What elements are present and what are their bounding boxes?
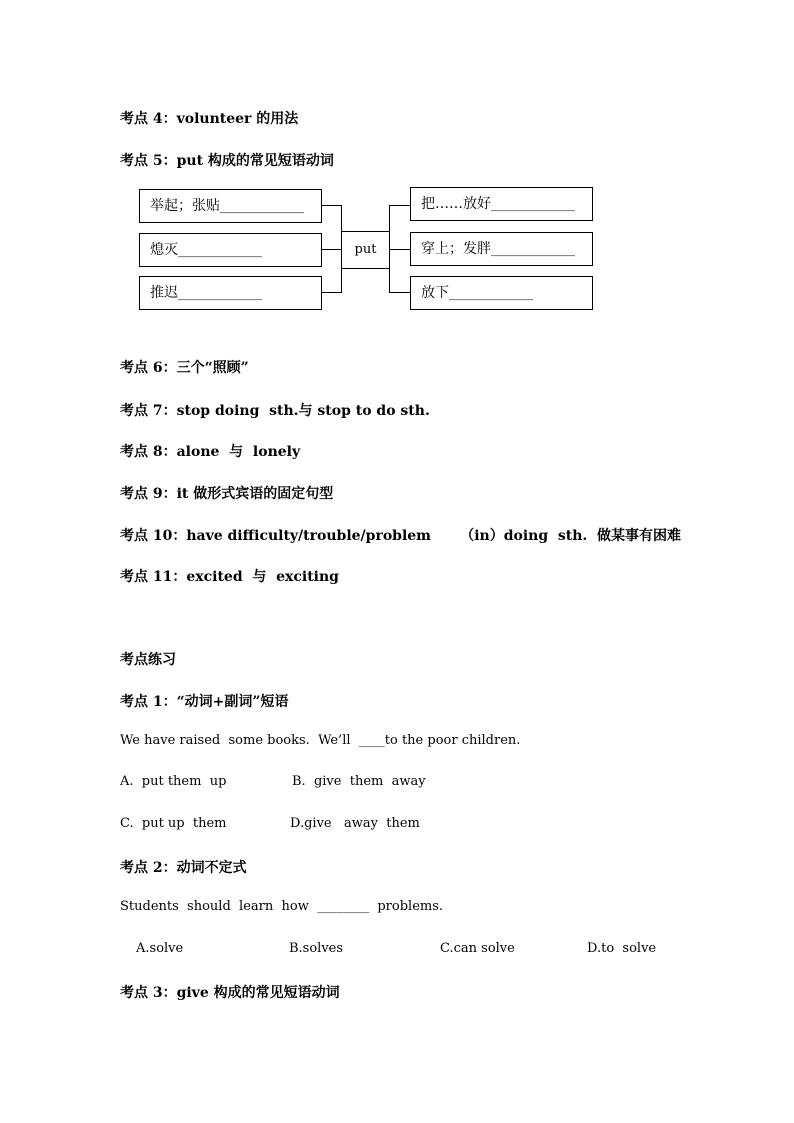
diagram-left-box-2: 熄灭____________: [139, 233, 322, 267]
heading-kaodian-4: 考点 4：volunteer 的用法: [120, 111, 299, 127]
practice-q1-option-a: A. put them up: [120, 774, 227, 789]
practice-q2-option-b: B.solves: [289, 941, 344, 956]
practice-q2-stem: Students should learn how ________ problems.: [120, 899, 444, 914]
practice-q1-option-b: B. give them away: [292, 774, 426, 789]
diagram-left-box-1: 举起；张贴____________: [139, 189, 322, 223]
heading-kaodian-7: 考点 7：stop doing sth.与 stop to do sth.: [120, 403, 430, 419]
heading-kaodian-5: 考点 5：put 构成的常见短语动词: [120, 153, 334, 169]
practice-q3-heading: 考点 3：give 构成的常见短语动词: [120, 985, 340, 1001]
practice-q2-heading: 考点 2：动词不定式: [120, 860, 247, 876]
diagram-right-box-3: 放下____________: [410, 276, 593, 310]
left-middle-connector: [322, 249, 342, 250]
practice-q1-stem: We have raised some books. We’ll ____to the poor children.: [120, 733, 521, 748]
diagram-center-box: put: [341, 231, 390, 269]
heading-kaodian-11: 考点 11：excited 与 exciting: [120, 569, 339, 585]
diagram-left-box-3: 推迟____________: [139, 276, 322, 310]
practice-q2-option-c: C.can solve: [440, 941, 515, 956]
practice-title: 考点练习: [120, 652, 176, 668]
heading-kaodian-6: 考点 6：三个“照顾”: [120, 360, 249, 376]
practice-q2-option-d: D.to solve: [587, 941, 657, 956]
heading-kaodian-9: 考点 9：it 做形式宾语的固定句型: [120, 486, 334, 502]
practice-q1-option-c: C. put up them: [120, 816, 227, 831]
right-middle-connector: [389, 249, 411, 250]
heading-kaodian-8: 考点 8：alone 与 lonely: [120, 444, 301, 460]
heading-kaodian-10: 考点 10：have difficulty/trouble/problem （in）doing sth. 做某事有困难: [120, 528, 682, 544]
diagram-right-box-1: 把……放好____________: [410, 187, 593, 221]
practice-q1-heading: 考点 1：“动词+副词”短语: [120, 694, 289, 710]
practice-q2-option-a: A.solve: [136, 941, 184, 956]
diagram-right-box-2: 穿上；发胖____________: [410, 232, 593, 266]
practice-q1-option-d: D.give away them: [290, 816, 420, 831]
